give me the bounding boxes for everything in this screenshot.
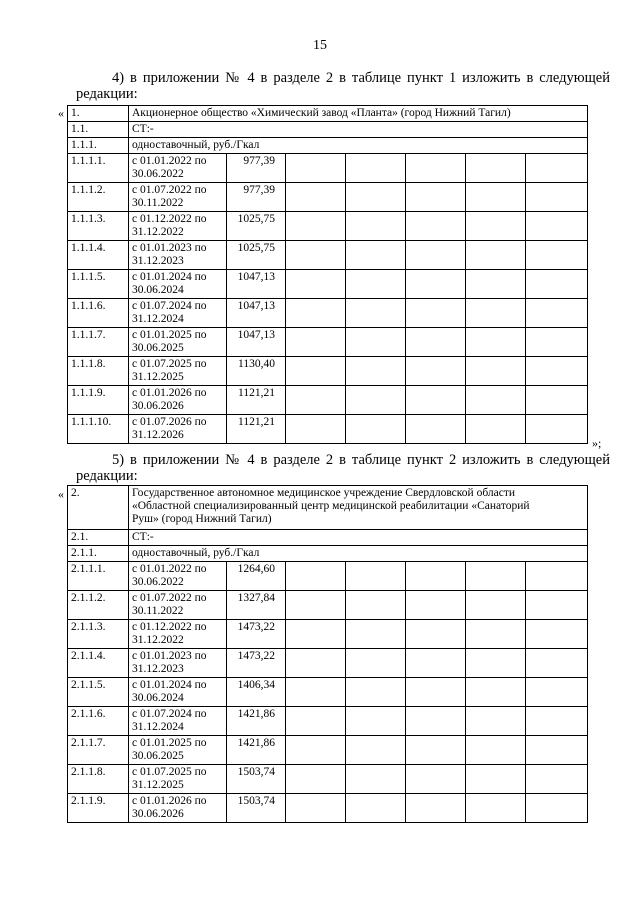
empty-cell bbox=[406, 620, 466, 649]
row-number: 2.1.1.2. bbox=[68, 591, 129, 620]
empty-cell bbox=[526, 328, 588, 357]
empty-cell bbox=[286, 183, 346, 212]
period-start: с 01.01.2022 по bbox=[132, 563, 207, 575]
period-start: с 01.07.2025 по bbox=[132, 358, 207, 370]
section5-line2: редакции: bbox=[76, 468, 138, 484]
row-value: 1264,60 bbox=[227, 562, 286, 591]
row-value: 1503,74 bbox=[227, 794, 286, 823]
row-value: 1421,86 bbox=[227, 736, 286, 765]
empty-cell bbox=[406, 154, 466, 183]
row-period bbox=[129, 270, 227, 299]
row-period bbox=[129, 678, 227, 707]
row-period bbox=[129, 765, 227, 794]
empty-cell bbox=[406, 357, 466, 386]
period-start: с 01.01.2022 по bbox=[132, 155, 207, 167]
row-value: 1025,75 bbox=[227, 212, 286, 241]
empty-cell bbox=[406, 415, 466, 444]
empty-cell bbox=[406, 183, 466, 212]
empty-cell bbox=[286, 328, 346, 357]
empty-cell bbox=[406, 299, 466, 328]
period-end: 30.11.2022 bbox=[132, 197, 184, 209]
row-value: 1121,21 bbox=[227, 386, 286, 415]
row-period bbox=[129, 241, 227, 270]
empty-cell bbox=[526, 678, 588, 707]
row-period bbox=[129, 212, 227, 241]
empty-cell bbox=[466, 620, 526, 649]
period-end: 30.06.2026 bbox=[132, 400, 184, 412]
table-row bbox=[68, 649, 588, 678]
section5-instruction bbox=[76, 452, 610, 484]
empty-cell bbox=[406, 562, 466, 591]
period-end: 30.06.2022 bbox=[132, 168, 184, 180]
empty-cell bbox=[286, 212, 346, 241]
row-value: 1121,21 bbox=[227, 415, 286, 444]
row-period bbox=[129, 707, 227, 736]
row-period bbox=[129, 299, 227, 328]
period-end: 31.12.2023 bbox=[132, 255, 184, 267]
empty-cell bbox=[346, 154, 406, 183]
empty-cell bbox=[526, 794, 588, 823]
org-number: 1. bbox=[68, 106, 129, 122]
empty-cell bbox=[466, 649, 526, 678]
empty-cell bbox=[286, 678, 346, 707]
period-start: с 01.07.2024 по bbox=[132, 300, 207, 312]
org-name bbox=[129, 486, 588, 530]
row-number: 1.1.1.1. bbox=[68, 154, 129, 183]
row-number: 2.1.1.7. bbox=[68, 736, 129, 765]
empty-cell bbox=[406, 678, 466, 707]
empty-cell bbox=[346, 736, 406, 765]
table-row bbox=[68, 212, 588, 241]
period-end: 30.06.2024 bbox=[132, 284, 184, 296]
row-number: 2.1.1.8. bbox=[68, 765, 129, 794]
empty-cell bbox=[346, 678, 406, 707]
row-value: 1047,13 bbox=[227, 270, 286, 299]
empty-cell bbox=[526, 270, 588, 299]
row-period bbox=[129, 562, 227, 591]
empty-cell bbox=[286, 707, 346, 736]
empty-cell bbox=[346, 649, 406, 678]
empty-cell bbox=[466, 707, 526, 736]
row-period bbox=[129, 794, 227, 823]
empty-cell bbox=[526, 183, 588, 212]
period-end: 31.12.2025 bbox=[132, 779, 184, 791]
row-number: 2.1.1.3. bbox=[68, 620, 129, 649]
empty-cell bbox=[466, 299, 526, 328]
st-label: СТ:- bbox=[129, 122, 588, 138]
empty-cell bbox=[286, 794, 346, 823]
table-row bbox=[68, 707, 588, 736]
table-row bbox=[68, 591, 588, 620]
empty-cell bbox=[466, 562, 526, 591]
period-end: 30.11.2022 bbox=[132, 605, 184, 617]
row-value: 1047,13 bbox=[227, 328, 286, 357]
period-end: 31.12.2022 bbox=[132, 226, 184, 238]
empty-cell bbox=[346, 415, 406, 444]
row-number: 1.1.1.3. bbox=[68, 212, 129, 241]
section4-instruction bbox=[76, 70, 610, 102]
empty-cell bbox=[466, 415, 526, 444]
empty-cell bbox=[526, 620, 588, 649]
empty-cell bbox=[286, 620, 346, 649]
empty-cell bbox=[346, 562, 406, 591]
period-start: с 01.01.2026 по bbox=[132, 387, 207, 399]
row-value: 1406,34 bbox=[227, 678, 286, 707]
section4-quote-open: « bbox=[58, 106, 64, 120]
period-start: с 01.01.2024 по bbox=[132, 271, 207, 283]
table-row bbox=[68, 154, 588, 183]
empty-cell bbox=[466, 212, 526, 241]
empty-cell bbox=[526, 649, 588, 678]
period-start: с 01.01.2024 по bbox=[132, 679, 207, 691]
empty-cell bbox=[286, 386, 346, 415]
empty-cell bbox=[466, 794, 526, 823]
table-row bbox=[68, 357, 588, 386]
row-number: 1.1.1.10. bbox=[68, 415, 129, 444]
table-row bbox=[68, 415, 588, 444]
row-period bbox=[129, 415, 227, 444]
table-row bbox=[68, 620, 588, 649]
empty-cell bbox=[346, 183, 406, 212]
empty-cell bbox=[286, 591, 346, 620]
row-number: 1.1.1.2. bbox=[68, 183, 129, 212]
empty-cell bbox=[346, 241, 406, 270]
empty-cell bbox=[526, 736, 588, 765]
empty-cell bbox=[526, 241, 588, 270]
empty-cell bbox=[526, 707, 588, 736]
empty-cell bbox=[406, 736, 466, 765]
section4-table bbox=[67, 105, 588, 444]
row-period bbox=[129, 620, 227, 649]
period-start: с 01.01.2025 по bbox=[132, 737, 207, 749]
empty-cell bbox=[526, 765, 588, 794]
section5-quote-open: « bbox=[58, 487, 64, 501]
row-period bbox=[129, 328, 227, 357]
period-end: 31.12.2026 bbox=[132, 429, 184, 441]
rate-number: 1.1.1. bbox=[68, 138, 129, 154]
row-period bbox=[129, 183, 227, 212]
period-end: 30.06.2025 bbox=[132, 342, 184, 354]
table-row bbox=[68, 241, 588, 270]
empty-cell bbox=[346, 357, 406, 386]
section4-line2: редакции: bbox=[76, 86, 138, 102]
period-end: 30.06.2022 bbox=[132, 576, 184, 588]
empty-cell bbox=[286, 649, 346, 678]
empty-cell bbox=[346, 328, 406, 357]
rate-number: 2.1.1. bbox=[68, 546, 129, 562]
st-number: 1.1. bbox=[68, 122, 129, 138]
period-end: 31.12.2023 bbox=[132, 663, 184, 675]
table-row bbox=[68, 183, 588, 212]
empty-cell bbox=[286, 241, 346, 270]
org-name-line: Государственное автономное медицинское учреждение Свердловской области bbox=[132, 487, 516, 499]
section4-line1: 4) в приложении № 4 в разделе 2 в таблице пункт 1 изложить в следующей bbox=[112, 70, 610, 86]
org-name: Акционерное общество «Химический завод «Планта» (город Нижний Тагил) bbox=[129, 106, 588, 122]
empty-cell bbox=[286, 299, 346, 328]
row-number: 2.1.1.4. bbox=[68, 649, 129, 678]
row-value: 1503,74 bbox=[227, 765, 286, 794]
period-start: с 01.12.2022 по bbox=[132, 621, 207, 633]
row-period bbox=[129, 357, 227, 386]
row-value: 1025,75 bbox=[227, 241, 286, 270]
table-row bbox=[68, 386, 588, 415]
period-end: 31.12.2022 bbox=[132, 634, 184, 646]
empty-cell bbox=[466, 736, 526, 765]
empty-cell bbox=[286, 357, 346, 386]
period-end: 31.12.2025 bbox=[132, 371, 184, 383]
section5-line1: 5) в приложении № 4 в разделе 2 в таблице пункт 2 изложить в следующей bbox=[112, 452, 610, 468]
org-name-line: Руш» (город Нижний Тагил) bbox=[132, 513, 272, 525]
empty-cell bbox=[406, 765, 466, 794]
empty-cell bbox=[526, 357, 588, 386]
empty-cell bbox=[346, 212, 406, 241]
table-row bbox=[68, 299, 588, 328]
empty-cell bbox=[406, 386, 466, 415]
empty-cell bbox=[286, 415, 346, 444]
row-value: 1047,13 bbox=[227, 299, 286, 328]
rate-label: одноставочный, руб./Гкал bbox=[129, 546, 588, 562]
row-number: 1.1.1.9. bbox=[68, 386, 129, 415]
empty-cell bbox=[466, 328, 526, 357]
row-value: 1327,84 bbox=[227, 591, 286, 620]
empty-cell bbox=[466, 241, 526, 270]
empty-cell bbox=[526, 562, 588, 591]
empty-cell bbox=[406, 649, 466, 678]
period-start: с 01.01.2023 по bbox=[132, 650, 207, 662]
empty-cell bbox=[286, 154, 346, 183]
row-period bbox=[129, 649, 227, 678]
row-value: 1130,40 bbox=[227, 357, 286, 386]
empty-cell bbox=[346, 620, 406, 649]
org-number: 2. bbox=[68, 486, 129, 530]
empty-cell bbox=[526, 212, 588, 241]
row-period bbox=[129, 736, 227, 765]
period-start: с 01.07.2022 по bbox=[132, 184, 207, 196]
period-start: с 01.07.2025 по bbox=[132, 766, 207, 778]
row-number: 1.1.1.5. bbox=[68, 270, 129, 299]
empty-cell bbox=[346, 386, 406, 415]
empty-cell bbox=[526, 299, 588, 328]
row-value: 1473,22 bbox=[227, 620, 286, 649]
row-number: 2.1.1.5. bbox=[68, 678, 129, 707]
page-number: 15 bbox=[313, 38, 327, 53]
empty-cell bbox=[406, 707, 466, 736]
empty-cell bbox=[286, 765, 346, 794]
st-label: СТ:- bbox=[129, 530, 588, 546]
row-number: 1.1.1.6. bbox=[68, 299, 129, 328]
section4-quote-close: »; bbox=[592, 436, 602, 450]
row-period bbox=[129, 591, 227, 620]
table-row bbox=[68, 270, 588, 299]
empty-cell bbox=[346, 765, 406, 794]
table-row bbox=[68, 562, 588, 591]
empty-cell bbox=[466, 591, 526, 620]
empty-cell bbox=[346, 591, 406, 620]
period-start: с 01.07.2022 по bbox=[132, 592, 207, 604]
row-number: 1.1.1.7. bbox=[68, 328, 129, 357]
period-start: с 01.01.2023 по bbox=[132, 242, 207, 254]
section5-table bbox=[67, 485, 588, 823]
table-row bbox=[68, 794, 588, 823]
table-row bbox=[68, 736, 588, 765]
period-end: 30.06.2024 bbox=[132, 692, 184, 704]
st-number: 2.1. bbox=[68, 530, 129, 546]
org-name-line: «Областной специализированный центр медицинской реабилитации «Санаторий bbox=[132, 500, 530, 512]
empty-cell bbox=[466, 357, 526, 386]
rate-label: одноставочный, руб./Гкал bbox=[129, 138, 588, 154]
empty-cell bbox=[466, 386, 526, 415]
empty-cell bbox=[346, 270, 406, 299]
row-period bbox=[129, 386, 227, 415]
period-end: 31.12.2024 bbox=[132, 721, 184, 733]
period-start: с 01.01.2026 по bbox=[132, 795, 207, 807]
empty-cell bbox=[466, 765, 526, 794]
row-number: 2.1.1.1. bbox=[68, 562, 129, 591]
row-value: 1421,86 bbox=[227, 707, 286, 736]
empty-cell bbox=[286, 270, 346, 299]
empty-cell bbox=[346, 299, 406, 328]
empty-cell bbox=[526, 591, 588, 620]
period-start: с 01.07.2026 по bbox=[132, 416, 207, 428]
empty-cell bbox=[286, 562, 346, 591]
empty-cell bbox=[286, 736, 346, 765]
period-end: 30.06.2026 bbox=[132, 808, 184, 820]
row-number: 2.1.1.9. bbox=[68, 794, 129, 823]
row-value: 1473,22 bbox=[227, 649, 286, 678]
empty-cell bbox=[526, 154, 588, 183]
period-start: с 01.07.2024 по bbox=[132, 708, 207, 720]
empty-cell bbox=[526, 386, 588, 415]
table-row bbox=[68, 678, 588, 707]
empty-cell bbox=[466, 154, 526, 183]
empty-cell bbox=[466, 270, 526, 299]
empty-cell bbox=[466, 678, 526, 707]
empty-cell bbox=[466, 183, 526, 212]
row-number: 1.1.1.8. bbox=[68, 357, 129, 386]
table-row bbox=[68, 765, 588, 794]
period-end: 30.06.2025 bbox=[132, 750, 184, 762]
empty-cell bbox=[406, 591, 466, 620]
row-value: 977,39 bbox=[227, 154, 286, 183]
empty-cell bbox=[346, 707, 406, 736]
row-period bbox=[129, 154, 227, 183]
empty-cell bbox=[406, 241, 466, 270]
empty-cell bbox=[406, 328, 466, 357]
empty-cell bbox=[346, 794, 406, 823]
period-end: 31.12.2024 bbox=[132, 313, 184, 325]
period-start: с 01.01.2025 по bbox=[132, 329, 207, 341]
empty-cell bbox=[406, 794, 466, 823]
table-row bbox=[68, 328, 588, 357]
row-number: 2.1.1.6. bbox=[68, 707, 129, 736]
empty-cell bbox=[406, 270, 466, 299]
empty-cell bbox=[526, 415, 588, 444]
row-number: 1.1.1.4. bbox=[68, 241, 129, 270]
empty-cell bbox=[406, 212, 466, 241]
period-start: с 01.12.2022 по bbox=[132, 213, 207, 225]
row-value: 977,39 bbox=[227, 183, 286, 212]
